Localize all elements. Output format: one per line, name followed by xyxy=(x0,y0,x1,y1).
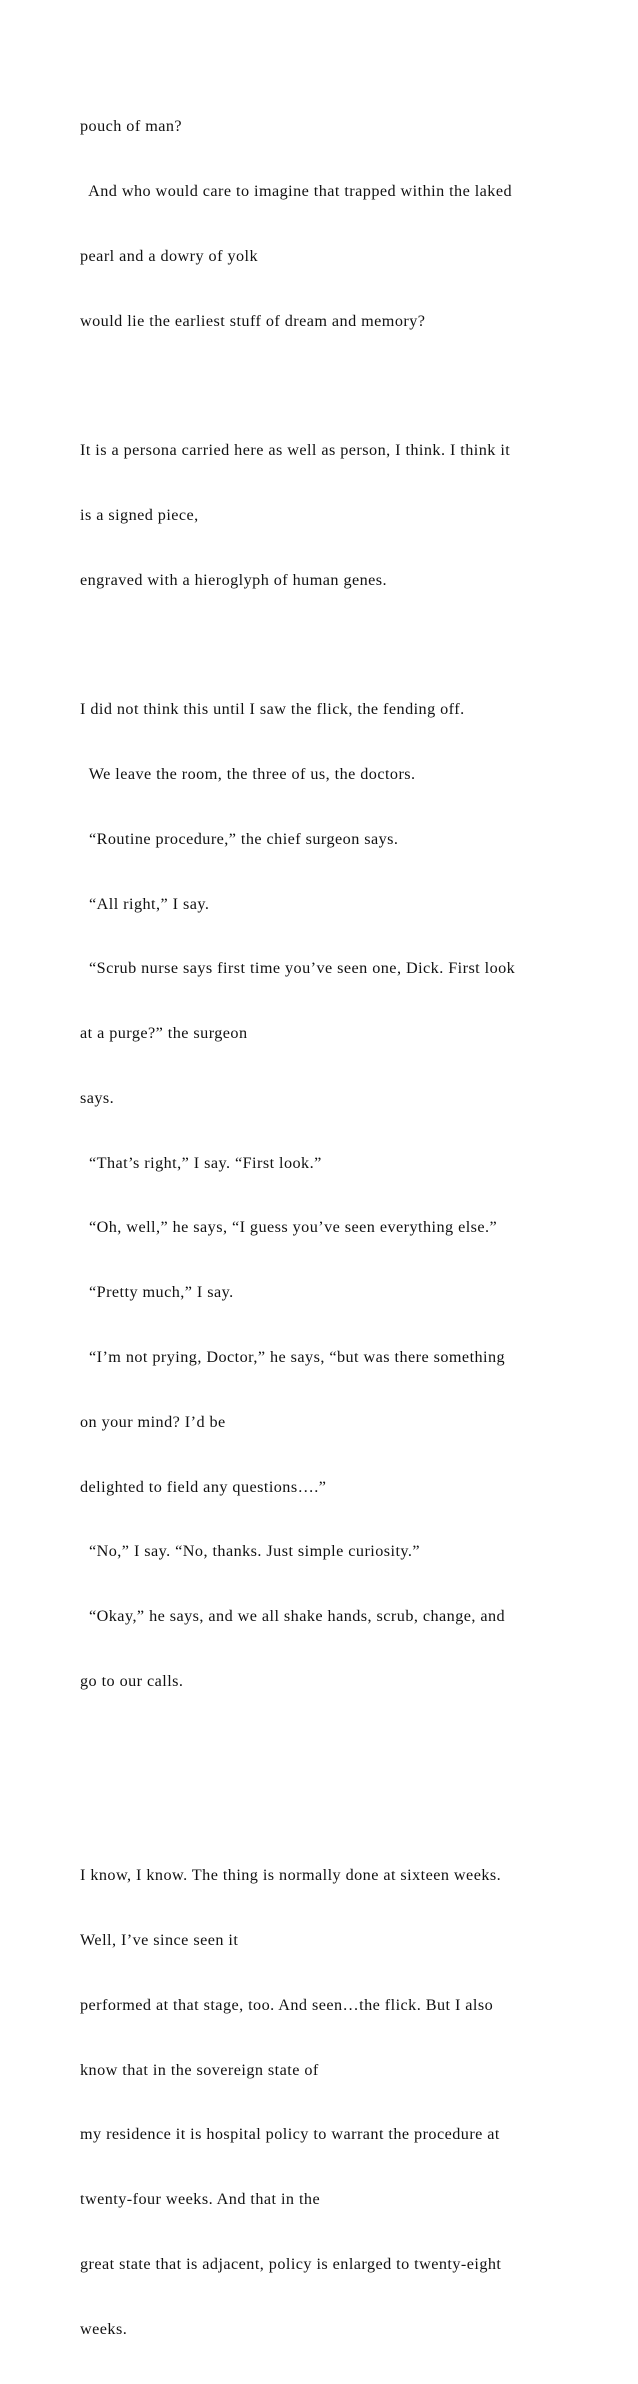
text-line: delighted to field any questions….” xyxy=(80,1477,327,1496)
text-line: is a signed piece, xyxy=(80,505,199,524)
text-line: pearl and a dowry of yolk xyxy=(80,246,259,265)
text-line: on your mind? I’d be xyxy=(80,1412,226,1431)
text-line: “Okay,” he says, and we all shake hands, scrub, change, and xyxy=(80,1607,506,1626)
text-line: “No,” I say. “No, thanks. Just simple curiosity.” xyxy=(80,1542,421,1561)
text-line: pouch of man? xyxy=(80,117,183,136)
text-line: “Pretty much,” I say. xyxy=(80,1283,234,1302)
blank-line xyxy=(80,375,570,397)
text-line: go to our calls. xyxy=(80,1671,184,1690)
text-line: my residence it is hospital policy to warrant the procedure at xyxy=(80,2125,500,2144)
text-line: I did not think this until I saw the flick, the fending off. xyxy=(80,700,465,719)
text-line: engraved with a hieroglyph of human genes. xyxy=(80,570,388,589)
text-line: “That’s right,” I say. “First look.” xyxy=(80,1153,322,1172)
text-line: performed at that stage, too. And seen…the flick. But I also xyxy=(80,1995,494,2014)
blank-line xyxy=(80,1801,570,1823)
text-line: I know, I know. The thing is normally done at sixteen weeks. xyxy=(80,1866,502,1885)
text-line: at a purge?” the surgeon xyxy=(80,1024,248,1043)
document-body xyxy=(80,73,570,2384)
text-line: says. xyxy=(80,1088,115,1107)
text-line: “Scrub nurse says first time you’ve seen one, Dick. First look xyxy=(80,959,516,978)
text-line: “I’m not prying, Doctor,” he says, “but was there something xyxy=(80,1348,506,1367)
text-line: would lie the earliest stuff of dream and memory? xyxy=(80,311,426,330)
blank-line xyxy=(80,634,570,656)
text-line: “All right,” I say. xyxy=(80,894,210,913)
text-line: twenty-four weeks. And that in the xyxy=(80,2190,321,2209)
text-line: We leave the room, the three of us, the doctors. xyxy=(80,765,416,783)
blank-line xyxy=(80,1736,570,1758)
text-line: know that in the sovereign state of xyxy=(80,2060,319,2079)
text-line: Well, I’ve since seen it xyxy=(80,1931,239,1950)
text-line: great state that is adjacent, policy is enlarged to twenty-eight xyxy=(80,2254,502,2273)
text-line: “Routine procedure,” the chief surgeon says. xyxy=(80,829,399,848)
text-line: It is a persona carried here as well as person, I think. I think it xyxy=(80,441,511,460)
text-line: “Oh, well,” he says, “I guess you’ve seen everything else.” xyxy=(80,1218,498,1237)
text-line: And who would care to imagine that trapped within the laked xyxy=(80,181,513,200)
text-line: weeks. xyxy=(80,2319,128,2338)
